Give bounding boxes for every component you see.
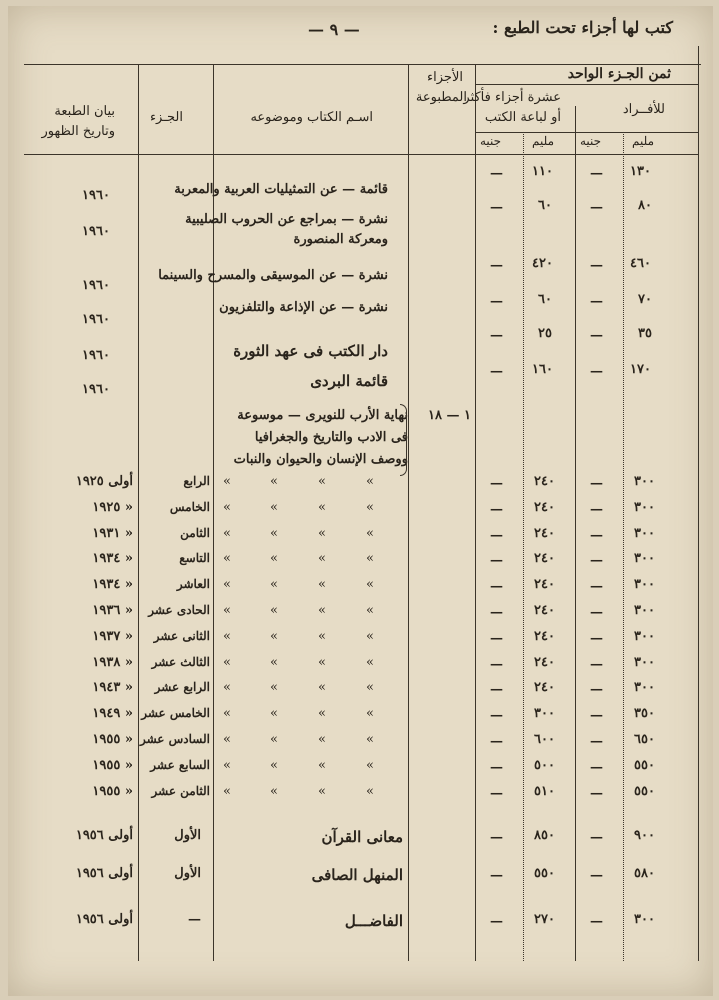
col-divider-title — [213, 64, 214, 961]
bulk-guinea: — — [490, 328, 503, 343]
edition: أولى ١٩٥٦ — [75, 866, 133, 881]
bulk-guinea: — — [490, 476, 503, 491]
edition: ١٩٦٠ — [82, 188, 110, 203]
ind-millim: ١٣٠ — [630, 164, 651, 179]
ind-guinea: — — [590, 258, 603, 273]
col-divider-bulk — [475, 64, 476, 961]
bulk-millim: ٢٧٠ — [534, 912, 555, 927]
edition-header-1: بيان الطبعة — [54, 104, 115, 119]
ind-millim: ٤٦٠ — [630, 256, 651, 271]
ind-millim: ٣٠٠ — [634, 577, 655, 593]
ind-millim: ٥٥٠ — [634, 757, 655, 773]
book-title: نشرة — بمراجع عن الحروب الصليبية — [185, 212, 388, 227]
edition: « ١٩٥٥ — [92, 732, 133, 747]
edition: أولى ١٩٥٦ — [75, 912, 133, 927]
col-divider-parts — [408, 64, 409, 961]
bulk-millim: ٢٤٠ — [534, 680, 555, 696]
nihaya-title-3: ووصف الإنسان والحيوان والنبات — [233, 452, 408, 467]
bulk-millim: ٢٥ — [538, 326, 552, 341]
part-name: الرابع عشر — [154, 680, 210, 695]
book-title: المنهل الصافى — [311, 866, 403, 884]
ind-guinea: — — [590, 579, 603, 595]
edition: ١٩٦٠ — [82, 382, 110, 397]
ind-millim: ٣٠٠ — [634, 680, 655, 696]
ditto-mark: » — [223, 499, 231, 515]
bulk-millim: ٥٥٠ — [534, 866, 555, 881]
bulk-millim: ٥١٠ — [534, 783, 555, 799]
ditto-mark: » — [270, 680, 278, 696]
ind-guinea: — — [590, 364, 603, 379]
parts-printed-header-2: المطبوعة — [415, 90, 467, 105]
ditto-mark: » — [270, 551, 278, 567]
bulk-guinea: — — [490, 501, 503, 517]
bulk-header-2: أو لباعة الكتب — [484, 110, 561, 125]
bulk-guinea: — — [490, 656, 503, 672]
ind-guinea: — — [590, 708, 603, 724]
edition: « ١٩٤٣ — [92, 680, 133, 696]
bulk-millim: ٢٤٠ — [534, 525, 555, 541]
ditto-mark: » — [270, 783, 278, 799]
part-name: السابع عشر — [150, 757, 210, 772]
bulk-guinea: — — [490, 630, 503, 646]
bulk-millim: ٦٠٠ — [534, 732, 555, 747]
bulk-guinea: — — [490, 258, 503, 273]
ditto-mark: » — [223, 603, 231, 618]
subheader-rule — [475, 132, 698, 133]
bulk-guinea: — — [490, 830, 503, 845]
ditto-mark: » — [318, 474, 326, 489]
ditto-mark: » — [366, 783, 374, 799]
ditto-mark: » — [270, 474, 278, 489]
bulk-header-1: عشرة أجزاء فأكثر — [463, 90, 561, 105]
bulk-guinea: — — [490, 200, 503, 215]
ditto-mark: » — [366, 474, 374, 489]
bulk-guinea: — — [490, 759, 503, 775]
ditto-mark: » — [318, 680, 326, 696]
ditto-mark: » — [366, 706, 374, 722]
ind-millim: ٣٠٠ — [634, 474, 655, 489]
bulk-guinea: — — [490, 708, 503, 724]
ditto-mark: » — [318, 706, 326, 722]
bulk-guinea: — — [490, 785, 503, 801]
edition-header-2: وتاريخ الظهور — [41, 124, 115, 139]
ditto-mark: » — [223, 680, 231, 696]
ind-guinea: — — [590, 785, 603, 801]
ditto-mark: » — [223, 757, 231, 773]
ind-millim: ٣٠٠ — [634, 551, 655, 567]
bulk-guinea: — — [490, 364, 503, 379]
bulk-guinea: — — [490, 868, 503, 883]
guinea-divider-ind — [623, 132, 624, 961]
ditto-mark: » — [223, 732, 231, 747]
edition: « ١٩٣٧ — [92, 628, 133, 644]
millim-label-ind: مليم — [632, 134, 655, 148]
edition: ١٩٦٠ — [82, 224, 110, 239]
ditto-mark: » — [270, 499, 278, 515]
ind-guinea: — — [590, 476, 603, 491]
part-name: الثامن عشر — [151, 783, 210, 798]
part-name: الثالث عشر — [151, 654, 210, 669]
ind-millim: ٥٨٠ — [634, 866, 655, 881]
part-name: الحادى عشر — [148, 603, 210, 617]
bulk-guinea: — — [490, 553, 503, 569]
ditto-mark: » — [270, 628, 278, 644]
bulk-millim: ٦٠ — [538, 292, 552, 307]
ditto-mark: » — [223, 783, 231, 799]
ditto-mark: » — [366, 577, 374, 593]
ditto-mark: » — [270, 706, 278, 722]
part-name: السادس عشر — [139, 732, 210, 746]
book-title: دار الكتب فى عهد الثورة — [233, 342, 388, 360]
ind-millim: ٣٠٠ — [634, 499, 655, 515]
bulk-millim: ٥٠٠ — [534, 757, 555, 773]
col-divider-ind — [575, 106, 576, 961]
part-header: الجـزء — [149, 110, 183, 125]
edition: « ١٩٣٨ — [92, 654, 133, 670]
ditto-mark: » — [366, 551, 374, 567]
bulk-millim: ٢٤٠ — [534, 551, 555, 567]
ditto-mark: » — [270, 654, 278, 670]
ditto-mark: » — [223, 525, 231, 541]
ind-millim: ٦٥٠ — [634, 732, 655, 747]
ind-guinea: — — [590, 734, 603, 749]
ind-millim: ٣٥٠ — [634, 706, 655, 722]
ditto-mark: » — [270, 757, 278, 773]
part-name: الأول — [174, 828, 201, 843]
part-name: العاشر — [176, 577, 210, 592]
bulk-millim: ٢٤٠ — [534, 603, 555, 618]
ditto-mark: » — [318, 551, 326, 567]
ind-guinea: — — [590, 200, 603, 215]
edition: أولى ١٩٢٥ — [75, 474, 133, 489]
bulk-guinea: — — [490, 579, 503, 595]
ind-guinea: — — [590, 527, 603, 543]
bulk-millim: ٤٢٠ — [532, 256, 553, 271]
bulk-millim: ٢٤٠ — [534, 654, 555, 670]
bulk-guinea: — — [490, 734, 503, 749]
ditto-mark: » — [318, 783, 326, 799]
ind-millim: ١٧٠ — [630, 362, 651, 377]
book-title: معانى القرآن — [321, 828, 403, 846]
edition: « ١٩٣١ — [92, 525, 133, 541]
ind-guinea: — — [590, 501, 603, 517]
bulk-millim: ٨٥٠ — [534, 828, 555, 843]
ditto-mark: » — [318, 654, 326, 670]
edition: « ١٩٣٤ — [92, 577, 133, 593]
nihaya-parts: ١ — ١٨ — [428, 408, 472, 423]
part-name: الخامس عشر — [141, 706, 210, 721]
ditto-mark: » — [366, 654, 374, 670]
page-number: — ٩ — — [308, 20, 360, 39]
ditto-mark: » — [223, 706, 231, 722]
bulk-guinea: — — [490, 682, 503, 698]
edition: ١٩٦٠ — [82, 278, 110, 293]
ind-guinea: — — [590, 682, 603, 698]
ind-millim: ٨٠ — [638, 198, 652, 213]
ditto-mark: » — [223, 654, 231, 670]
ind-millim: ٣٠٠ — [634, 525, 655, 541]
ind-millim: ٣٠٠ — [634, 603, 655, 618]
ind-guinea: — — [590, 294, 603, 309]
edition: أولى ١٩٥٦ — [75, 828, 133, 843]
bulk-millim: ٢٤٠ — [534, 499, 555, 515]
ind-millim: ٧٠ — [638, 292, 652, 307]
ditto-mark: » — [270, 603, 278, 618]
nihaya-brace — [400, 404, 407, 476]
table-right-rule — [698, 46, 699, 961]
ditto-mark: » — [366, 757, 374, 773]
ind-millim: ٩٠٠ — [634, 828, 655, 843]
edition: « ١٩٣٤ — [92, 551, 133, 567]
ind-guinea: — — [590, 656, 603, 672]
bulk-millim: ٢٤٠ — [534, 474, 555, 489]
bulk-guinea: — — [490, 294, 503, 309]
book-title: نشرة — عن الموسيقى والمسرح والسينما — [158, 268, 388, 283]
ind-millim: ٣٠٠ — [634, 628, 655, 644]
part-name: الثانى عشر — [153, 628, 210, 643]
ind-guinea: — — [590, 328, 603, 343]
part-name: الأول — [174, 866, 201, 881]
book-names-header: اسـم الكتاب وموضوعه — [250, 110, 373, 125]
ind-millim: ٥٥٠ — [634, 783, 655, 799]
bulk-millim: ٣٠٠ — [534, 706, 555, 722]
ind-millim: ٣٥ — [638, 326, 652, 341]
edition: « ١٩٣٦ — [92, 603, 133, 618]
ditto-mark: » — [223, 577, 231, 593]
part-name: الرابع — [183, 474, 210, 488]
book-title: نشرة — عن الإذاعة والتلفزيون — [219, 300, 388, 315]
book-title-line2: ومعركة المنصورة — [293, 232, 388, 247]
bulk-guinea: — — [490, 914, 503, 929]
ditto-mark: » — [318, 525, 326, 541]
ind-guinea: — — [590, 759, 603, 775]
ditto-mark: » — [366, 603, 374, 618]
ind-guinea: — — [590, 830, 603, 845]
ditto-mark: » — [366, 680, 374, 696]
price-header-rule — [475, 84, 698, 85]
ind-millim: ٣٠٠ — [634, 654, 655, 670]
ditto-mark: » — [366, 525, 374, 541]
ind-guinea: — — [590, 166, 603, 181]
table-top-rule — [24, 64, 701, 65]
ditto-mark: » — [223, 474, 231, 489]
book-title: الفاضـــل — [344, 912, 403, 930]
ditto-mark: » — [270, 732, 278, 747]
ind-guinea: — — [590, 605, 603, 620]
edition: « ١٩٥٥ — [92, 757, 133, 773]
ind-guinea: — — [590, 553, 603, 569]
document-page — [8, 6, 713, 996]
bulk-guinea: — — [490, 527, 503, 543]
ditto-mark: » — [366, 628, 374, 644]
millim-label-bulk: مليم — [532, 134, 555, 148]
edition: ١٩٦٠ — [82, 312, 110, 327]
header-bottom-rule — [24, 154, 698, 155]
ditto-mark: » — [270, 577, 278, 593]
edition: « ١٩٥٥ — [92, 783, 133, 799]
bulk-millim: ١١٠ — [532, 164, 553, 179]
ditto-mark: » — [223, 628, 231, 644]
guinea-divider-bulk — [523, 132, 524, 961]
col-divider-part — [138, 64, 139, 961]
ditto-mark: » — [366, 499, 374, 515]
ditto-mark: » — [270, 525, 278, 541]
ditto-mark: » — [223, 551, 231, 567]
bulk-millim: ٢٤٠ — [534, 628, 555, 644]
ditto-mark: » — [318, 603, 326, 618]
book-title: قائمة البردى — [310, 372, 388, 390]
part-name: التاسع — [179, 551, 210, 566]
part-name: الثامن — [180, 525, 210, 540]
part-name: الخامس — [169, 499, 210, 514]
price-unit-header: ثمن الجـزء الواحد — [567, 66, 671, 82]
guinea-label-ind: جنيه — [580, 134, 602, 148]
edition: « ١٩٤٩ — [92, 706, 133, 722]
edition: « ١٩٢٥ — [92, 499, 133, 515]
bulk-millim: ٦٠ — [538, 198, 552, 213]
bulk-millim: ١٦٠ — [532, 362, 553, 377]
ditto-mark: » — [318, 577, 326, 593]
ditto-mark: » — [318, 757, 326, 773]
nihaya-title-1: نهاية الأرب للنويرى — موسوعة — [237, 408, 408, 423]
ind-guinea: — — [590, 914, 603, 929]
guinea-label-bulk: جنيه — [480, 134, 502, 148]
page-heading: كتب لها أجزاء تحت الطبع : — [492, 18, 673, 37]
ditto-mark: » — [318, 732, 326, 747]
nihaya-title-2: فى الادب والتاريخ والجغرافيا — [254, 430, 408, 445]
bulk-guinea: — — [490, 166, 503, 181]
ind-guinea: — — [590, 868, 603, 883]
edition: ١٩٦٠ — [82, 348, 110, 363]
ind-guinea: — — [590, 630, 603, 646]
ind-millim: ٣٠٠ — [634, 912, 655, 927]
bulk-guinea: — — [490, 605, 503, 620]
ditto-mark: » — [366, 732, 374, 747]
individuals-header: للأفــراد — [622, 102, 665, 117]
ditto-mark: » — [318, 628, 326, 644]
ditto-mark: » — [318, 499, 326, 515]
parts-printed-header-1: الأجزاء — [427, 70, 463, 85]
bulk-millim: ٢٤٠ — [534, 577, 555, 593]
book-title: قائمة — عن التمثيليات العربية والمعربة — [174, 182, 388, 197]
part-name: — — [188, 912, 201, 927]
